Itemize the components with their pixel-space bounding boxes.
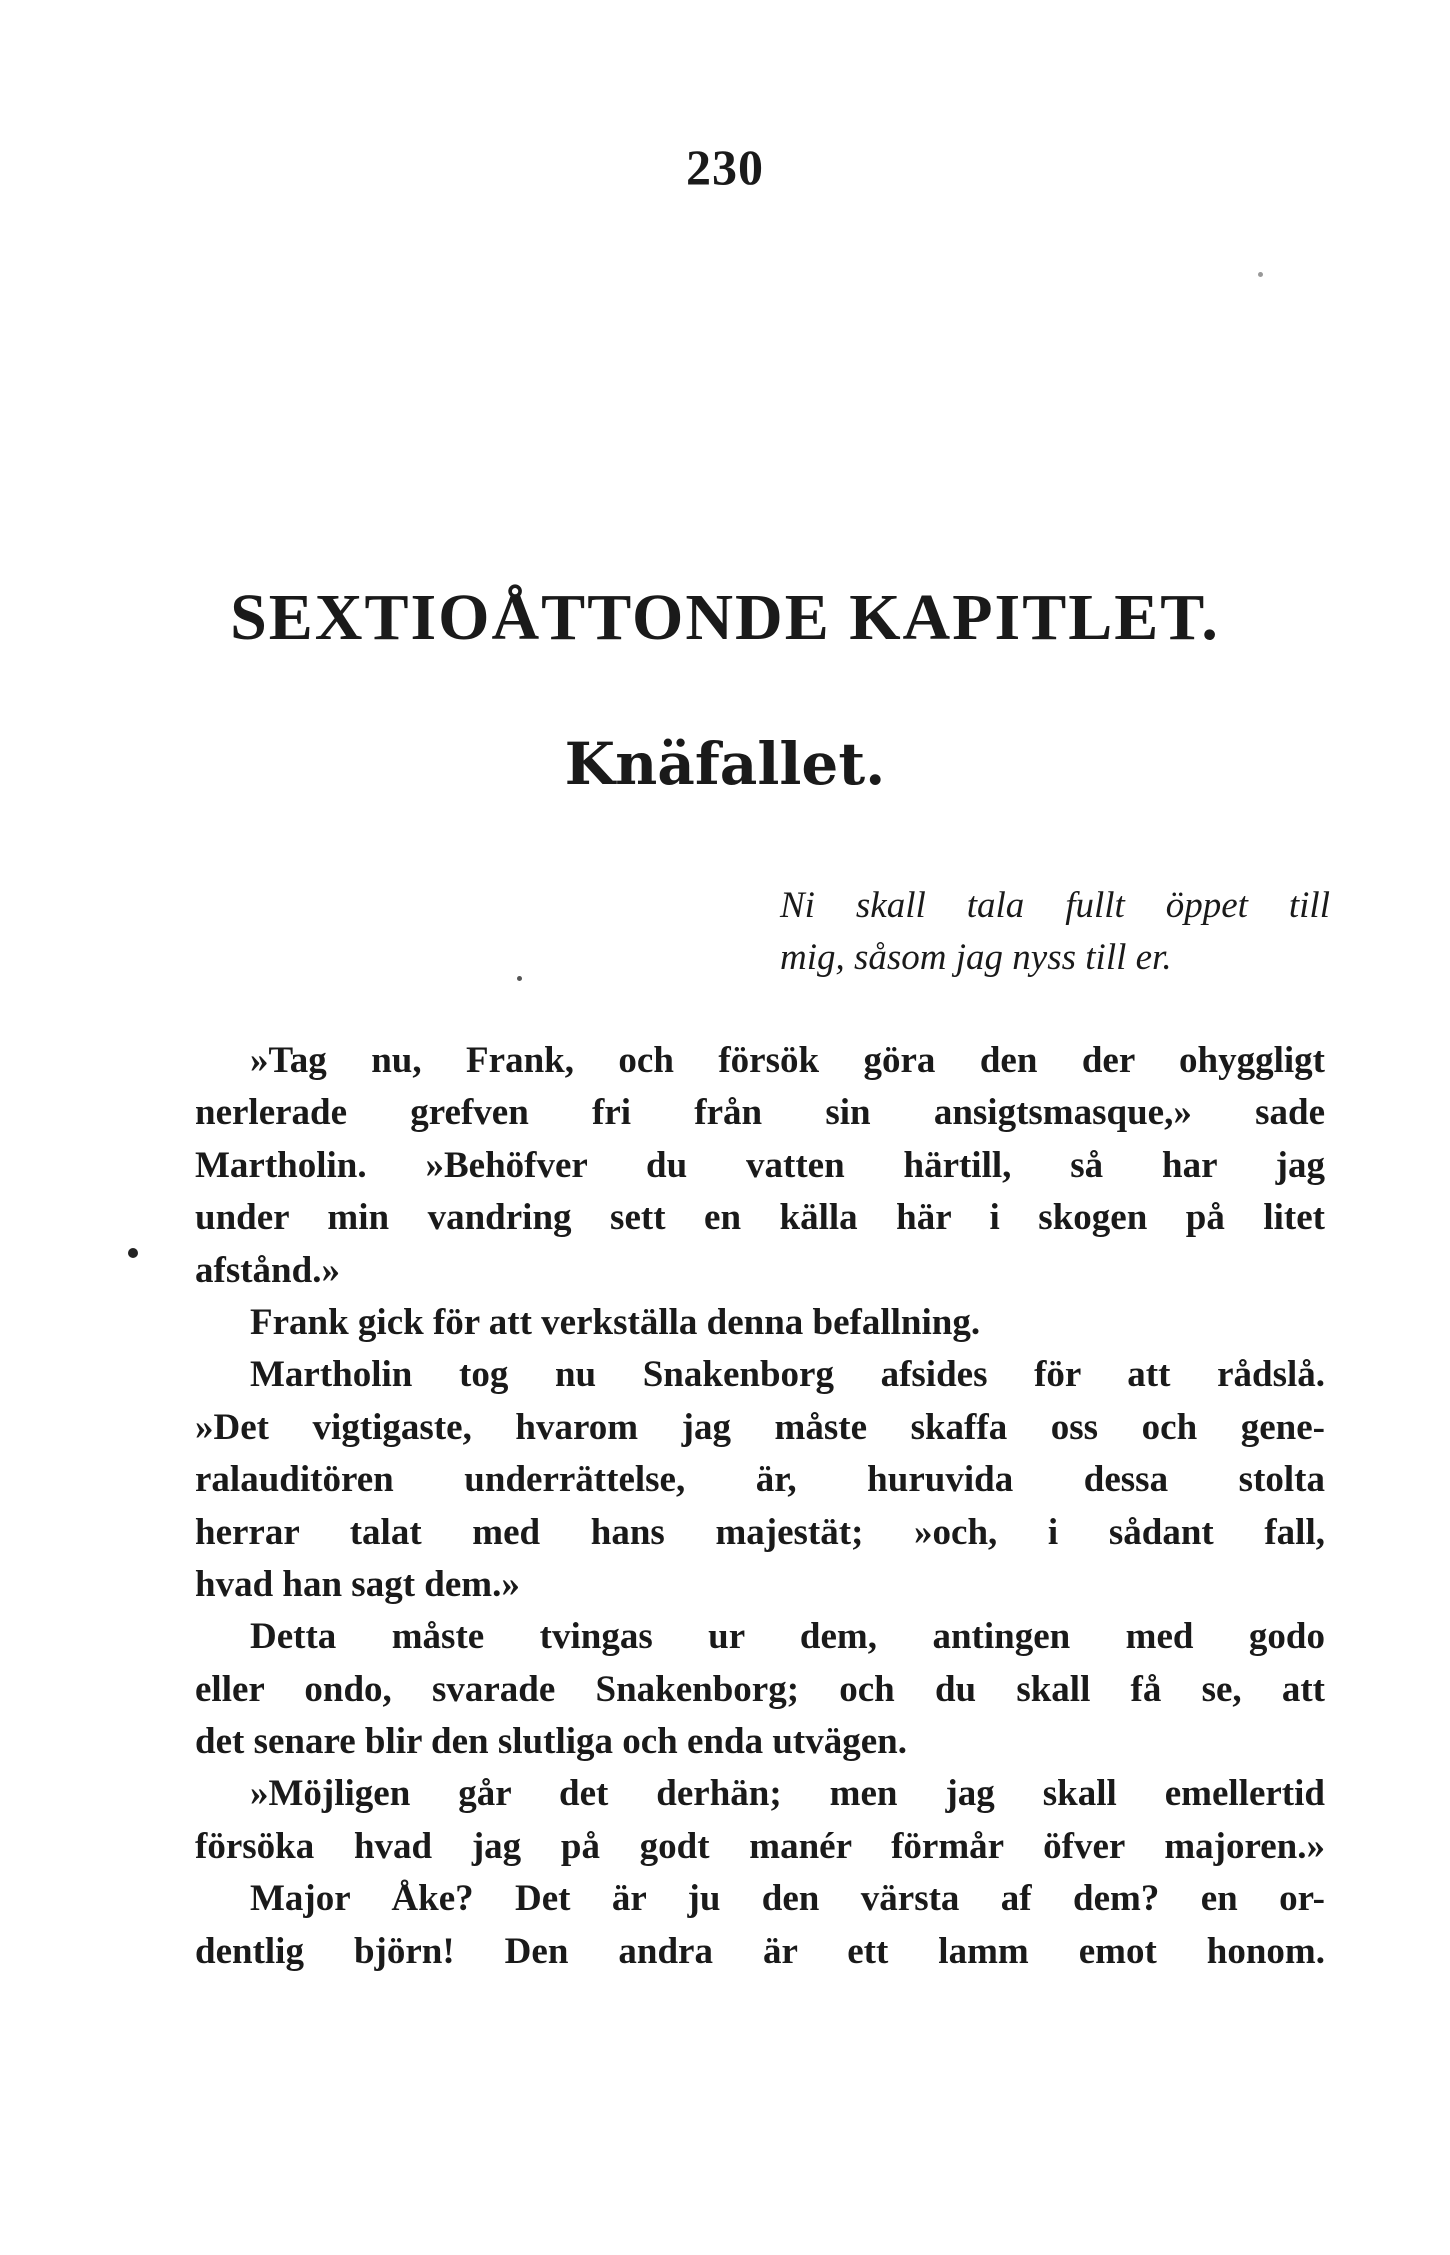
text-line: försöka hvad jag på godt manér förmår öfver majoren.» [195, 1825, 1325, 1867]
text-line: under min vandring sett en källa här i skogen på litet [195, 1197, 1325, 1239]
text-line: »Det vigtigaste, hvarom jag måste skaffa oss och gene- [195, 1406, 1325, 1448]
body-text [195, 1035, 1325, 1978]
scan-speck [1258, 272, 1263, 277]
text-line: herrar talat med hans majestät; »och, i sådant fall, [195, 1511, 1325, 1553]
text-line: det senare blir den slutliga och enda utvägen. [195, 1721, 907, 1763]
text-line: »Möjligen går det derhän; men jag skall emellertid [250, 1773, 1325, 1815]
text-line: Frank gick för att verkställa denna befallning. [250, 1301, 981, 1343]
page-number: 230 [686, 139, 764, 195]
scan-speck [128, 1248, 138, 1258]
text-line: »Tag nu, Frank, och försök göra den der ohyggligt [250, 1040, 1325, 1081]
epigraph-line: mig, såsom jag nyss till er. [780, 937, 1172, 978]
scan-speck [517, 976, 522, 981]
text-line: Martholin tog nu Snakenborg afsides för att rådslå. [250, 1354, 1325, 1396]
epigraph [780, 880, 1330, 984]
text-line: afstånd.» [195, 1249, 340, 1291]
text-line: nerlerade grefven fri från sin ansigtsmasque,» sade [195, 1092, 1325, 1134]
epigraph-line: Ni skall tala fullt öppet till [780, 885, 1330, 926]
text-line: hvad han sagt dem.» [195, 1563, 520, 1605]
chapter-heading: SEXTIOÅTTONDE KAPITLET. [230, 581, 1220, 654]
text-line: eller ondo, svarade Snakenborg; och du skall få se, att [195, 1668, 1325, 1710]
chapter-subtitle: Knäfallet. [564, 730, 886, 798]
text-line: ralauditören underrättelse, är, huruvida dessa stolta [195, 1459, 1325, 1501]
text-line: dentlig björn! Den andra är ett lamm emot honom. [195, 1930, 1325, 1972]
text-line: Detta måste tvingas ur dem, antingen med godo [250, 1616, 1325, 1658]
text-line: Martholin. »Behöfver du vatten härtill, så har jag [195, 1144, 1325, 1186]
text-line: Major Åke? Det är ju den värsta af dem? en or- [250, 1878, 1325, 1920]
